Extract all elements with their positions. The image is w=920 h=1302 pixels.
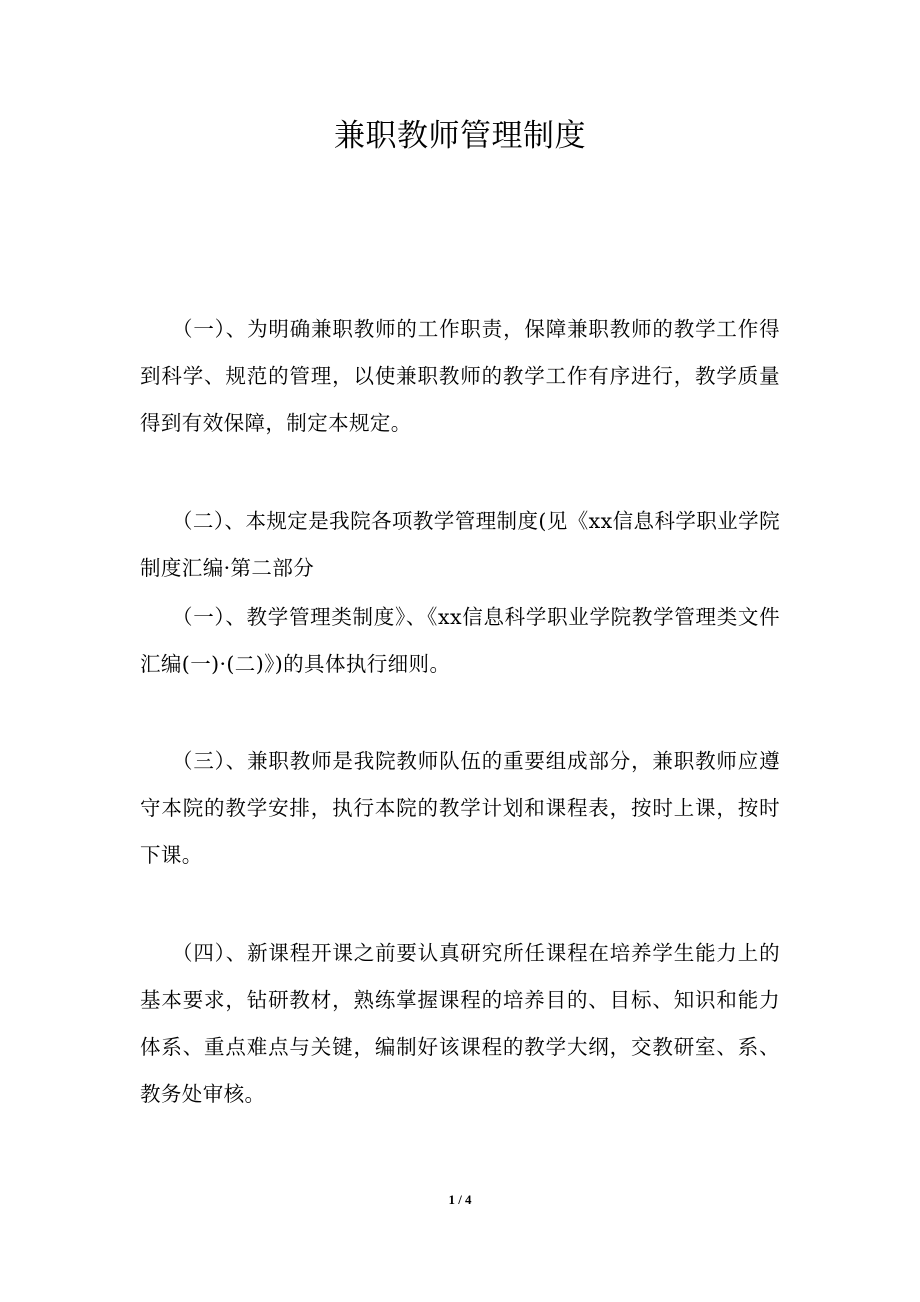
- document-title: 兼职教师管理制度: [334, 118, 586, 154]
- paragraph-4: （三）、兼职教师是我院教师队伍的重要组成部分，兼职教师应遵守本院的教学安排，执行本院的教学计划和课程表，按时上课，按时下课。: [140, 749, 780, 867]
- paragraph-3: （一）、教学管理类制度》、《xx信息科学职业学院教学管理类文件汇编(一)·(二)》)的具体执行细则。: [140, 605, 780, 676]
- paragraph-2: （二）、本规定是我院各项教学管理制度(见《xx信息科学职业学院制度汇编·第二部分: [140, 509, 780, 580]
- paragraph-1: （一）、为明确兼职教师的工作职责，保障兼职教师的教学工作得到科学、规范的管理，以使兼职教师的教学工作有序进行，教学质量得到有效保障，制定本规定。: [140, 317, 780, 435]
- page-number: 1 / 4: [448, 1192, 472, 1207]
- paragraph-5: （四）、新课程开课之前要认真研究所任课程在培养学生能力上的基本要求，钻研教材，熟练掌握课程的培养目的、目标、知识和能力体系、重点难点与关键，编制好该课程的教学大纲，交教研室、系、教务处审核。: [140, 941, 780, 1106]
